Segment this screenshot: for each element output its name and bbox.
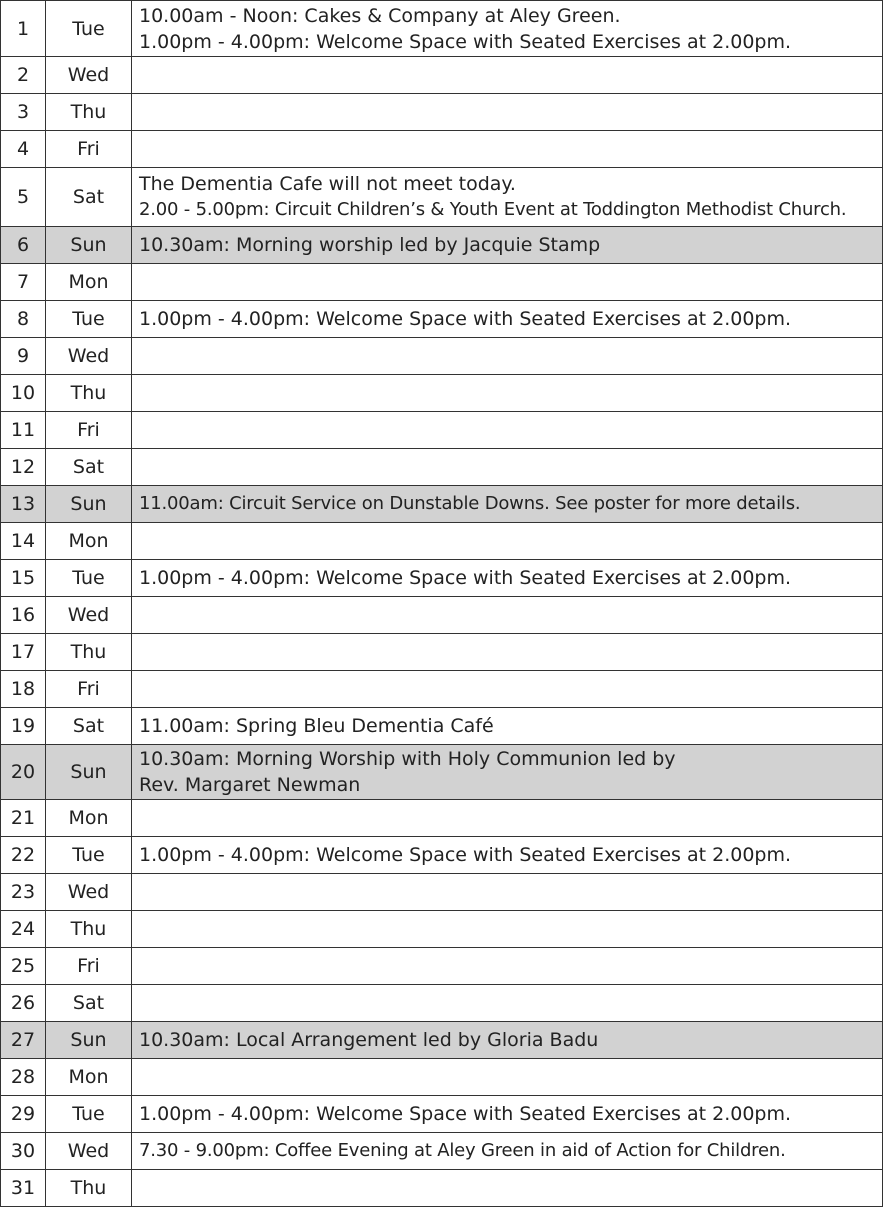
- calendar-row: [1, 301, 883, 338]
- weekday: Mon: [46, 800, 132, 837]
- calendar-body: [1, 1, 883, 1207]
- event-cell: [132, 1, 883, 57]
- event-cell: [132, 1133, 883, 1170]
- weekday: Wed: [46, 874, 132, 911]
- calendar-row: [1, 264, 883, 301]
- calendar-row: [1, 874, 883, 911]
- calendar-row: [1, 837, 883, 874]
- event-cell: [132, 131, 883, 168]
- calendar-row: [1, 1133, 883, 1170]
- calendar-row: [1, 985, 883, 1022]
- date-number: 18: [1, 671, 46, 708]
- event-text: 10.00am - Noon: Cakes & Company at Aley Green.: [139, 4, 621, 27]
- event-text: 11.00am: Spring Bleu Dementia Café: [139, 715, 494, 737]
- date-number: 15: [1, 560, 46, 597]
- weekday: Sat: [46, 985, 132, 1022]
- weekday: Mon: [46, 523, 132, 560]
- event-cell: [132, 985, 883, 1022]
- date-number: 10: [1, 375, 46, 412]
- weekday: Wed: [46, 597, 132, 634]
- calendar-row: [1, 634, 883, 671]
- weekday: Wed: [46, 1133, 132, 1170]
- calendar-row: [1, 168, 883, 227]
- weekday: Wed: [46, 338, 132, 375]
- event-cell: [132, 264, 883, 301]
- calendar-row: [1, 1, 883, 57]
- event-cell: [132, 449, 883, 486]
- date-number: 23: [1, 874, 46, 911]
- weekday: Sun: [46, 1022, 132, 1059]
- date-number: 4: [1, 131, 46, 168]
- weekday: Mon: [46, 1059, 132, 1096]
- weekday: Tue: [46, 837, 132, 874]
- weekday: Thu: [46, 1170, 132, 1207]
- date-number: 28: [1, 1059, 46, 1096]
- calendar-row: [1, 1059, 883, 1096]
- calendar-row: [1, 94, 883, 131]
- date-number: 14: [1, 523, 46, 560]
- date-number: 31: [1, 1170, 46, 1207]
- event-text: 11.00am: Circuit Service on Dunstable Downs. See poster for more details.: [139, 493, 801, 514]
- date-number: 17: [1, 634, 46, 671]
- calendar-row: [1, 449, 883, 486]
- event-cell: [132, 168, 883, 227]
- event-cell: [132, 1170, 883, 1207]
- event-text: 10.30am: Morning Worship with Holy Communion led by: [139, 748, 676, 770]
- event-text: 7.30 - 9.00pm: Coffee Evening at Aley Green in aid of Action for Children.: [139, 1140, 786, 1161]
- event-text: 2.00 - 5.00pm: Circuit Children’s & Youth Event at Toddington Methodist Church.: [139, 199, 847, 220]
- event-cell: [132, 523, 883, 560]
- event-cell: [132, 708, 883, 745]
- event-text: The Dementia Cafe will not meet today.: [139, 173, 516, 195]
- date-number: 20: [1, 745, 46, 800]
- event-cell: [132, 486, 883, 523]
- calendar-row: [1, 1022, 883, 1059]
- calendar-row: [1, 1096, 883, 1133]
- weekday: Sat: [46, 168, 132, 227]
- calendar-row: [1, 227, 883, 264]
- calendar-row: [1, 375, 883, 412]
- weekday: Fri: [46, 948, 132, 985]
- weekday: Tue: [46, 560, 132, 597]
- calendar-row: [1, 338, 883, 375]
- event-cell: [132, 874, 883, 911]
- weekday: Fri: [46, 412, 132, 449]
- calendar-row: [1, 57, 883, 94]
- event-cell: [132, 1096, 883, 1133]
- event-cell: [132, 837, 883, 874]
- date-number: 22: [1, 837, 46, 874]
- date-number: 21: [1, 800, 46, 837]
- event-cell: [132, 745, 883, 800]
- date-number: 3: [1, 94, 46, 131]
- weekday: Tue: [46, 1, 132, 57]
- event-text: 1.00pm - 4.00pm: Welcome Space with Seated Exercises at 2.00pm.: [139, 567, 792, 589]
- event-cell: [132, 412, 883, 449]
- weekday: Thu: [46, 94, 132, 131]
- date-number: 16: [1, 597, 46, 634]
- calendar-row: [1, 412, 883, 449]
- weekday: Thu: [46, 375, 132, 412]
- event-text: 10.30am: Local Arrangement led by Gloria Badu: [139, 1029, 599, 1051]
- event-cell: [132, 671, 883, 708]
- event-text: 1.00pm - 4.00pm: Welcome Space with Seated Exercises at 2.00pm.: [139, 844, 792, 866]
- calendar-row: [1, 131, 883, 168]
- date-number: 5: [1, 168, 46, 227]
- weekday: Sun: [46, 486, 132, 523]
- date-number: 13: [1, 486, 46, 523]
- date-number: 12: [1, 449, 46, 486]
- event-cell: [132, 560, 883, 597]
- date-number: 26: [1, 985, 46, 1022]
- weekday: Thu: [46, 911, 132, 948]
- event-cell: [132, 375, 883, 412]
- event-cell: [132, 800, 883, 837]
- weekday: Tue: [46, 301, 132, 338]
- date-number: 1: [1, 1, 46, 57]
- date-number: 24: [1, 911, 46, 948]
- calendar-row: [1, 1170, 883, 1207]
- event-cell: [132, 227, 883, 264]
- weekday: Thu: [46, 634, 132, 671]
- weekday: Tue: [46, 1096, 132, 1133]
- calendar-row: [1, 948, 883, 985]
- event-cell: [132, 1059, 883, 1096]
- event-cell: [132, 597, 883, 634]
- event-cell: [132, 634, 883, 671]
- date-number: 27: [1, 1022, 46, 1059]
- weekday: Wed: [46, 57, 132, 94]
- event-cell: [132, 57, 883, 94]
- date-number: 30: [1, 1133, 46, 1170]
- weekday: Sun: [46, 227, 132, 264]
- date-number: 25: [1, 948, 46, 985]
- event-text: 1.00pm - 4.00pm: Welcome Space with Seated Exercises at 2.00pm.: [139, 308, 792, 330]
- event-cell: [132, 338, 883, 375]
- calendar-row: [1, 523, 883, 560]
- date-number: 8: [1, 301, 46, 338]
- date-number: 19: [1, 708, 46, 745]
- date-number: 11: [1, 412, 46, 449]
- weekday: Sun: [46, 745, 132, 800]
- event-cell: [132, 94, 883, 131]
- date-number: 6: [1, 227, 46, 264]
- event-text: Rev. Margaret Newman: [139, 774, 361, 796]
- event-cell: [132, 948, 883, 985]
- calendar-row: [1, 671, 883, 708]
- calendar-row: [1, 800, 883, 837]
- event-cell: [132, 1022, 883, 1059]
- date-number: 9: [1, 338, 46, 375]
- event-cell: [132, 301, 883, 338]
- calendar-row: [1, 560, 883, 597]
- calendar-row: [1, 486, 883, 523]
- date-number: 2: [1, 57, 46, 94]
- weekday: Sat: [46, 449, 132, 486]
- calendar-row: [1, 911, 883, 948]
- weekday: Fri: [46, 131, 132, 168]
- date-number: 7: [1, 264, 46, 301]
- weekday: Sat: [46, 708, 132, 745]
- calendar-row: [1, 745, 883, 800]
- event-cell: [132, 911, 883, 948]
- event-text: 10.30am: Morning worship led by Jacquie Stamp: [139, 234, 601, 256]
- calendar-row: [1, 708, 883, 745]
- calendar-row: [1, 597, 883, 634]
- event-text: 1.00pm - 4.00pm: Welcome Space with Seated Exercises at 2.00pm.: [139, 30, 792, 53]
- weekday: Mon: [46, 264, 132, 301]
- date-number: 29: [1, 1096, 46, 1133]
- weekday: Fri: [46, 671, 132, 708]
- event-text: 1.00pm - 4.00pm: Welcome Space with Seated Exercises at 2.00pm.: [139, 1103, 792, 1125]
